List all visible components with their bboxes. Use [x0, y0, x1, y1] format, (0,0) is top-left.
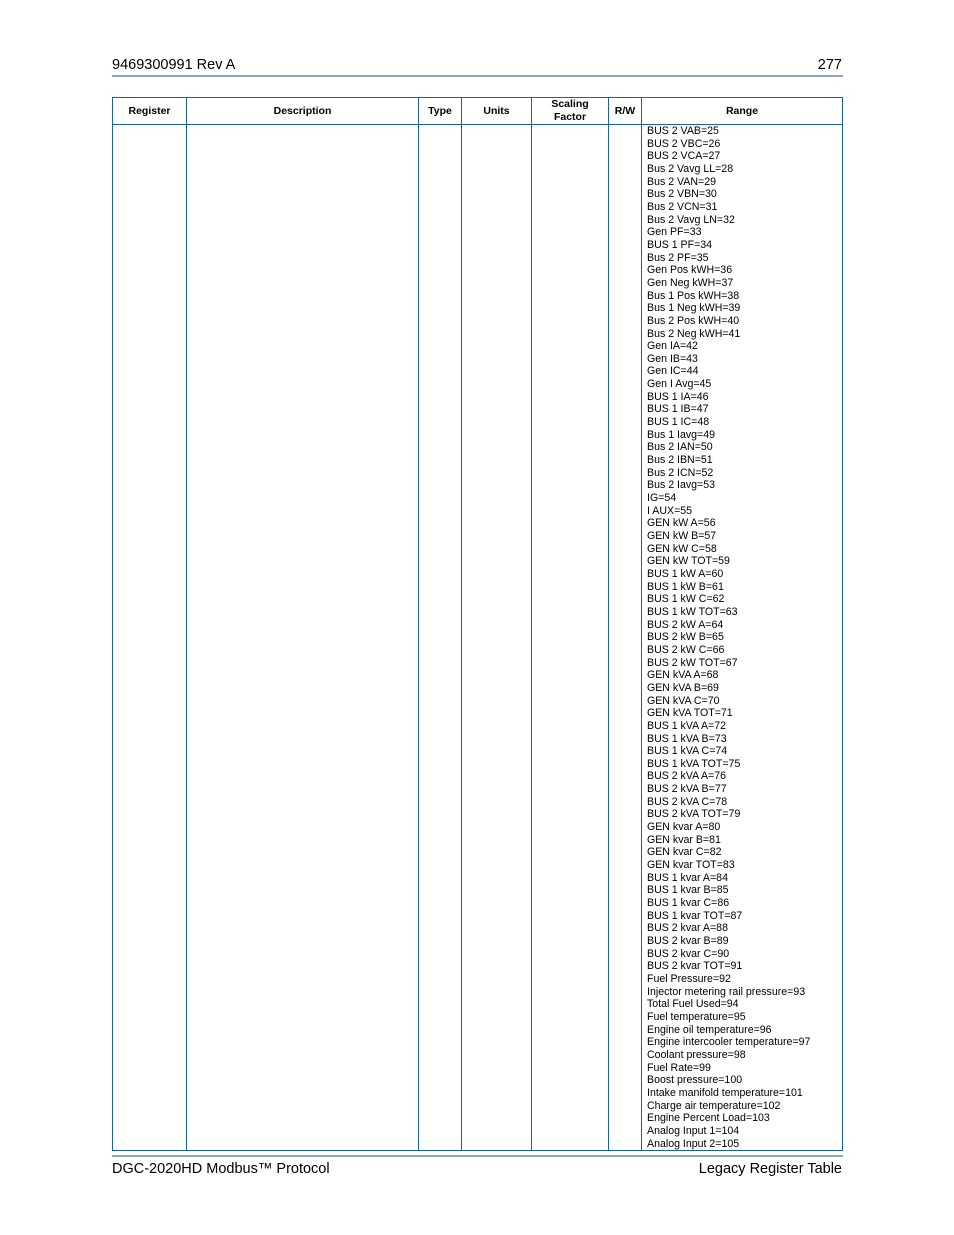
- range-value-item: Engine intercooler temperature=97: [647, 1036, 811, 1049]
- range-value-item: Engine Percent Load=103: [647, 1112, 770, 1125]
- range-value-item: Coolant pressure=98: [647, 1048, 746, 1061]
- range-value-item: GEN kvar A=80: [647, 821, 721, 834]
- register-table: [112, 97, 843, 1151]
- rw-cell: [609, 125, 642, 1151]
- range-value-item: GEN kVA TOT=71: [647, 707, 733, 720]
- header-rule: [112, 75, 843, 77]
- page-number: 277: [817, 57, 842, 73]
- range-value-item: Fuel Rate=99: [647, 1061, 711, 1074]
- column-header-description: Description: [187, 98, 419, 125]
- range-value-item: Bus 2 Pos kWH=40: [647, 314, 740, 327]
- range-value-item: Bus 1 Pos kWH=38: [647, 289, 740, 302]
- range-value-item: BUS 1 IB=47: [647, 403, 709, 416]
- range-value-item: Bus 1 Iavg=49: [647, 428, 716, 441]
- range-value-item: Bus 2 Vavg LN=32: [647, 213, 735, 226]
- range-value-item: BUS 2 kW A=64: [647, 618, 724, 631]
- range-value-item: Bus 2 IBN=51: [647, 454, 713, 467]
- range-value-item: BUS 2 kVA B=77: [647, 783, 727, 796]
- range-value-item: GEN kvar TOT=83: [647, 859, 735, 872]
- range-value-item: GEN kW B=57: [647, 530, 717, 542]
- range-value-item: Bus 2 VCN=31: [647, 200, 718, 213]
- range-value-item: BUS 1 kvar A=84: [647, 871, 728, 884]
- range-value-item: GEN kvar B=81: [647, 833, 721, 846]
- range-value-item: BUS 2 kVA C=78: [647, 795, 728, 808]
- document-number: 9469300991 Rev A: [112, 57, 236, 73]
- range-value-item: BUS 2 kW B=65: [647, 631, 724, 644]
- range-value-item: Boost pressure=100: [647, 1074, 743, 1087]
- column-header-scaling-factor: Scaling Factor: [532, 98, 609, 125]
- range-value-item: BUS 1 kW C=62: [647, 593, 725, 606]
- range-value-item: BUS 1 kvar C=86: [647, 897, 730, 910]
- range-value-item: BUS 2 kVA A=76: [647, 770, 727, 783]
- range-value-item: Charge air temperature=102: [647, 1099, 781, 1112]
- column-header-units: Units: [462, 98, 532, 125]
- range-value-item: BUS 2 kvar A=88: [647, 922, 728, 935]
- range-value-item: Fuel Pressure=92: [647, 972, 731, 985]
- range-value-item: BUS 1 IA=46: [647, 390, 709, 403]
- footer-rule: [112, 1155, 843, 1157]
- type-cell: [419, 125, 462, 1151]
- range-value-item: BUS 1 kW TOT=63: [647, 605, 738, 618]
- range-value-item: Bus 2 PF=35: [647, 251, 709, 264]
- column-header-register: Register: [113, 98, 187, 125]
- range-value-item: BUS 2 VCA=27: [647, 150, 721, 163]
- range-value-item: Bus 2 VBN=30: [647, 188, 717, 201]
- range-value-item: Bus 2 VAN=29: [647, 175, 716, 188]
- range-value-item: GEN kVA A=68: [647, 669, 719, 682]
- description-cell: [187, 125, 419, 1151]
- range-cell: [642, 125, 843, 1151]
- range-value-item: IG=54: [647, 492, 677, 505]
- column-header-range: Range: [642, 98, 843, 125]
- range-value-item: BUS 1 kVA B=73: [647, 732, 727, 745]
- range-value-item: BUS 1 kvar B=85: [647, 884, 729, 897]
- range-value-item: Gen IB=43: [647, 352, 698, 365]
- column-header-rw: R/W: [609, 98, 642, 125]
- register-cell: [113, 125, 187, 1151]
- range-value-item: BUS 2 kW C=66: [647, 643, 725, 656]
- range-value-item: Total Fuel Used=94: [647, 998, 739, 1011]
- range-value-item: Intake manifold temperature=101: [647, 1086, 803, 1099]
- range-value-item: GEN kvar C=82: [647, 846, 722, 859]
- range-value-item: Fuel temperature=95: [647, 1010, 746, 1023]
- range-value-item: Bus 2 Iavg=53: [647, 479, 716, 492]
- range-value-item: GEN kVA C=70: [647, 694, 720, 707]
- range-value-item: BUS 2 kvar B=89: [647, 935, 729, 947]
- range-value-item: Gen Pos kWH=36: [647, 264, 733, 277]
- table-header-row: [113, 98, 843, 125]
- range-value-item: BUS 2 kW TOT=67: [647, 656, 738, 669]
- range-value-item: BUS 2 kVA TOT=79: [647, 808, 741, 821]
- range-value-item: GEN kW TOT=59: [647, 555, 730, 568]
- range-value-item: Gen PF=33: [647, 226, 702, 239]
- range-value-item: BUS 2 VBC=26: [647, 137, 721, 150]
- range-value-item: BUS 1 IC=48: [647, 416, 710, 429]
- range-list: [642, 125, 842, 1150]
- range-value-item: BUS 1 kVA TOT=75: [647, 757, 741, 770]
- range-value-item: Gen Neg kWH=37: [647, 276, 734, 289]
- table-row: [113, 125, 843, 1151]
- range-value-item: Gen IA=42: [647, 340, 698, 353]
- scaling-factor-cell: [532, 125, 609, 1151]
- range-value-item: GEN kW C=58: [647, 542, 717, 555]
- page-header: [112, 56, 842, 76]
- range-value-item: BUS 2 VAB=25: [647, 125, 719, 137]
- range-value-item: Bus 1 Neg kWH=39: [647, 302, 741, 315]
- section-title: Legacy Register Table: [698, 1161, 842, 1177]
- range-value-item: BUS 1 kVA C=74: [647, 745, 728, 758]
- range-value-item: BUS 2 kvar TOT=91: [647, 960, 743, 973]
- range-value-item: BUS 1 kW A=60: [647, 567, 724, 580]
- range-value-item: Bus 2 IAN=50: [647, 441, 713, 454]
- range-value-item: GEN kVA B=69: [647, 681, 719, 694]
- range-value-item: BUS 1 PF=34: [647, 238, 713, 251]
- range-value-item: Analog Input 2=105: [647, 1137, 740, 1150]
- range-value-item: Engine oil temperature=96: [647, 1023, 772, 1036]
- range-value-item: Injector metering rail pressure=93: [647, 985, 806, 998]
- range-value-item: BUS 1 kvar TOT=87: [647, 909, 743, 922]
- range-value-item: BUS 1 kW B=61: [647, 580, 724, 593]
- page-footer: [112, 1160, 842, 1180]
- units-cell: [462, 125, 532, 1151]
- column-header-type: Type: [419, 98, 462, 125]
- range-value-item: Gen IC=44: [647, 365, 699, 378]
- range-value-item: BUS 2 kvar C=90: [647, 947, 730, 960]
- range-value-item: GEN kW A=56: [647, 517, 716, 530]
- range-value-item: Analog Input 1=104: [647, 1124, 740, 1137]
- range-value-item: I AUX=55: [647, 504, 693, 517]
- range-value-item: Gen I Avg=45: [647, 378, 712, 391]
- range-value-item: Bus 2 Neg kWH=41: [647, 327, 741, 340]
- range-value-item: BUS 1 kVA A=72: [647, 719, 727, 732]
- product-title: DGC-2020HD Modbus™ Protocol: [112, 1161, 330, 1177]
- range-value-item: Bus 2 ICN=52: [647, 466, 714, 479]
- range-value-item: Bus 2 Vavg LL=28: [647, 162, 734, 175]
